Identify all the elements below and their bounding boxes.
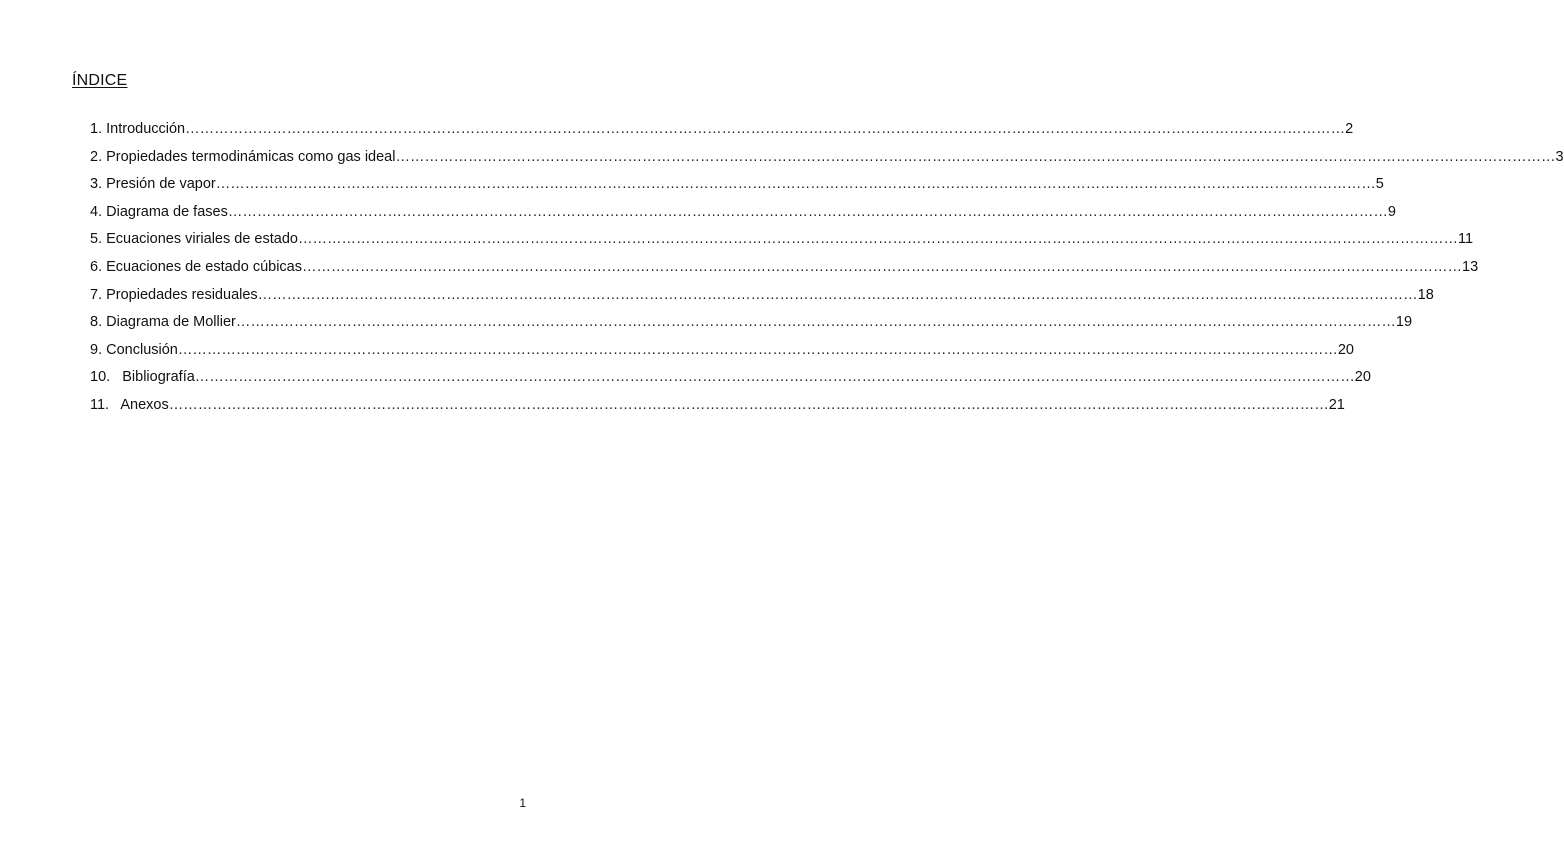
toc-entry-page: 2 bbox=[1345, 121, 1354, 137]
toc-entry-label: 3. Presión de vapor bbox=[90, 176, 216, 193]
toc-entry bbox=[90, 176, 1384, 204]
toc-entry bbox=[90, 258, 1479, 287]
toc-entry-label: 4. Diagrama de fases bbox=[90, 203, 228, 220]
toc-entry bbox=[90, 231, 1474, 259]
toc-entry-label: 10. Bibliografía bbox=[90, 369, 195, 386]
toc-entry-page: 3 bbox=[1555, 148, 1564, 165]
toc-entry-page: 13 bbox=[1462, 258, 1479, 275]
toc-entry-page: 21 bbox=[1328, 396, 1345, 413]
toc-entry bbox=[90, 314, 1413, 342]
table-of-contents bbox=[90, 121, 1564, 425]
toc-entry bbox=[90, 286, 1434, 315]
toc-entry-label: 9. Conclusión bbox=[90, 341, 178, 358]
toc-entry-label: 6. Ecuaciones de estado cúbicas bbox=[90, 258, 302, 275]
toc-entry-label: 11. Anexos bbox=[90, 396, 169, 413]
toc-leader-dots: …………………………………………………………………………………………………………………………………………………………………………………………………………………… bbox=[235, 314, 1396, 331]
page-number: 1 bbox=[519, 796, 526, 810]
toc-leader-dots: …………………………………………………………………………………………………………………………………………………………………………………………………………………… bbox=[302, 258, 1462, 275]
toc-entry bbox=[90, 121, 1354, 149]
toc-leader-dots: …………………………………………………………………………………………………………………………………………………………………………………………………………………… bbox=[177, 341, 1338, 358]
toc-entry-page: 11 bbox=[1457, 231, 1474, 248]
toc-entry bbox=[90, 369, 1371, 397]
toc-leader-dots: …………………………………………………………………………………………………………………………………………………………………………………………………………………… bbox=[194, 369, 1355, 386]
toc-entry-page: 20 bbox=[1354, 369, 1371, 386]
toc-entry-label: 5. Ecuaciones viriales de estado bbox=[90, 231, 298, 248]
toc-leader-dots: …………………………………………………………………………………………………………………………………………………………………………………………………………………… bbox=[395, 148, 1556, 165]
toc-entry bbox=[90, 148, 1564, 177]
toc-entry bbox=[90, 396, 1345, 425]
toc-entry-label: 2. Propiedades termodinámicas como gas ideal bbox=[90, 148, 396, 165]
toc-entry-page: 20 bbox=[1337, 341, 1354, 358]
toc-entry-label: 7. Propiedades residuales bbox=[90, 286, 258, 303]
toc-entry bbox=[90, 203, 1396, 232]
toc-entry bbox=[90, 341, 1354, 370]
toc-entry-page: 5 bbox=[1375, 176, 1384, 193]
toc-leader-dots: …………………………………………………………………………………………………………………………………………………………………………………………………………………… bbox=[185, 121, 1346, 137]
toc-leader-dots: …………………………………………………………………………………………………………………………………………………………………………………………………………………… bbox=[227, 203, 1388, 220]
toc-entry-page: 9 bbox=[1387, 203, 1396, 220]
toc-leader-dots: …………………………………………………………………………………………………………………………………………………………………………………………………………………… bbox=[257, 286, 1418, 303]
toc-entry-label: 8. Diagrama de Mollier bbox=[90, 314, 236, 331]
toc-leader-dots: …………………………………………………………………………………………………………………………………………………………………………………………………………………… bbox=[168, 396, 1329, 413]
toc-leader-dots: …………………………………………………………………………………………………………………………………………………………………………………………………………………… bbox=[297, 231, 1458, 248]
toc-leader-dots: …………………………………………………………………………………………………………………………………………………………………………………………………………………… bbox=[215, 176, 1376, 193]
toc-entry-page: 18 bbox=[1417, 286, 1434, 303]
page-title: ÍNDICE bbox=[72, 72, 128, 89]
toc-entry-page: 19 bbox=[1395, 314, 1413, 331]
toc-entry-label: 1. Introducción bbox=[90, 121, 186, 137]
